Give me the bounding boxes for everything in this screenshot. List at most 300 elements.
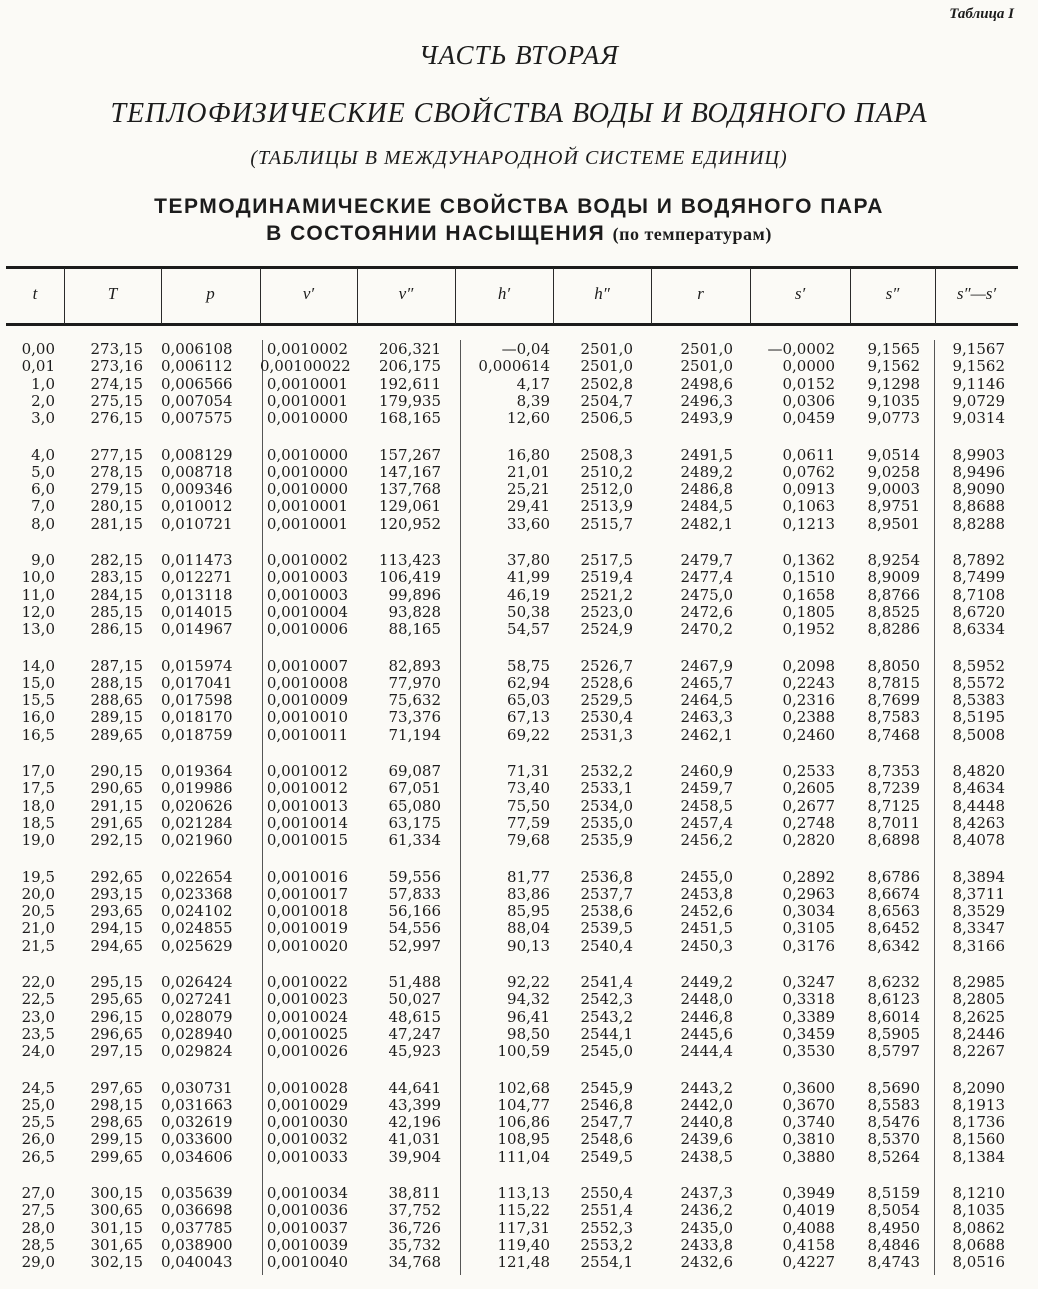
table-cell: 0,0152 [782,374,835,393]
table-cell: 0,006112 [161,357,233,376]
table-cell: 46,19 [507,585,550,604]
table-row [0,1114,1038,1131]
table-cell: 0,025629 [161,936,233,955]
table-cell: 8,8050 [867,656,920,675]
table-cell: 121,48 [497,1253,550,1272]
table-cell: 2489,2 [680,462,733,481]
table-cell: 2482,1 [680,514,733,533]
table-cell: 2532,2 [580,762,633,780]
table-cell: 0,034606 [161,1147,233,1166]
table-row [0,974,1038,991]
table-cell: 71,31 [507,762,550,780]
table-cell: 0,4227 [782,1253,835,1272]
table-cell: 65,080 [388,796,441,815]
table-cell: 8,7499 [952,568,1005,587]
table-cell: 0,3318 [782,990,835,1009]
table-cell: 69,087 [388,762,441,780]
table-row [0,991,1038,1008]
table-cell: 27,5 [21,1201,55,1220]
table-cell: 0,3459 [782,1024,835,1043]
table-cell: 8,4078 [952,831,1005,850]
table-cell: 2457,4 [680,813,733,832]
table-cell: 2546,8 [580,1095,633,1114]
table-row [0,1237,1038,1254]
table-cell: 8,3166 [952,936,1005,955]
table-cell: 273,15 [90,340,143,358]
table-cell: 2548,6 [580,1130,633,1149]
table-cell: 2493,9 [680,409,733,428]
table-cell: 0,0010025 [266,1024,348,1043]
table-cell: 2534,0 [580,796,633,815]
table-cell: 2451,5 [680,919,733,938]
table-cell: 0,035639 [161,1184,233,1202]
table-cell: 8,39 [516,391,550,410]
table-cell: 43,399 [388,1095,441,1114]
table-cell: 27,0 [21,1184,55,1202]
table-cell: 273,16 [90,357,143,376]
table-cell: 0,023368 [161,884,233,903]
table-cell: 26,5 [21,1147,55,1166]
table-cell: 23,5 [21,1024,55,1043]
table-cell: 2502,8 [580,374,633,393]
table-cell: 25,5 [21,1113,55,1132]
table-cell: 0,038900 [161,1235,233,1254]
table-cell: 22,5 [21,990,55,1009]
table-cell: 0,1952 [782,620,835,639]
table-cell: 0,0010007 [266,656,348,675]
table-cell: 8,4263 [952,813,1005,832]
table-cell: 0,0010036 [266,1201,348,1220]
table-cell: 71,194 [388,725,441,744]
table-cell: 8,6674 [867,884,920,903]
table-cell: 0,0010022 [266,973,348,991]
table-cell: 20,0 [21,884,55,903]
table-cell: 0,2533 [782,762,835,780]
table-cell: 3,0 [31,409,55,428]
table-cell: 96,41 [507,1007,550,1026]
table-cell: 8,6452 [867,919,920,938]
table-row [0,1080,1038,1097]
table-row [0,358,1038,375]
table-cell: 8,4820 [952,762,1005,780]
table-row [0,1254,1038,1271]
table-row [0,481,1038,498]
table-cell: 294,65 [90,936,143,955]
table-cell: 8,5383 [952,691,1005,710]
table-cell: 69,22 [507,725,550,744]
table-cell: 0,0010002 [266,551,348,569]
table-cell: 117,31 [497,1218,550,1237]
table-cell: 8,4743 [867,1253,920,1272]
table-cell: 24,5 [21,1078,55,1097]
table-cell: 2448,0 [680,990,733,1009]
table-cell: 37,752 [388,1201,441,1220]
table-cell: 2459,7 [680,779,733,798]
table-cell: 2545,9 [580,1078,633,1097]
table-cell: 274,15 [90,374,143,393]
table-cell: 0,0010003 [266,585,348,604]
table-row [0,569,1038,586]
table-row [0,903,1038,920]
table-cell: 8,9501 [867,514,920,533]
table-cell: 297,65 [90,1078,143,1097]
table-cell: 38,811 [388,1184,441,1202]
table-cell: 288,15 [90,673,143,692]
table-cell: 10,0 [21,568,55,587]
table-cell: 2517,5 [580,551,633,569]
table-cell: 8,8525 [867,602,920,621]
table-cell: 0,01 [21,357,55,376]
table-cell: 0,0010032 [266,1130,348,1149]
table-cell: 15,0 [21,673,55,692]
table-cell: 280,15 [90,497,143,516]
table-cell: 0,010721 [161,514,233,533]
table-cell: 8,9090 [952,480,1005,499]
table-row [0,1009,1038,1026]
table-cell: 0,028940 [161,1024,233,1043]
table-cell: 8,1035 [952,1201,1005,1220]
table-cell: 8,7108 [952,585,1005,604]
table-cell: 8,6342 [867,936,920,955]
table-cell: 77,970 [388,673,441,692]
table-row [0,604,1038,621]
table-row [0,1043,1038,1060]
table-row [0,393,1038,410]
table-cell: 0,3034 [782,902,835,921]
table-cell: 8,0862 [952,1218,1005,1237]
table-cell: 2455,0 [680,867,733,886]
table-cell: 21,0 [21,919,55,938]
table-cell: 28,0 [21,1218,55,1237]
table-cell: 28,5 [21,1235,55,1254]
table-cell: 2501,0 [580,340,633,358]
table-row [0,886,1038,903]
table-cell: 8,6123 [867,990,920,1009]
table-row [0,920,1038,937]
table-cell: 2540,4 [580,936,633,955]
table-cell: 287,15 [90,656,143,675]
table-cell: 292,15 [90,831,143,850]
table-cell: 179,935 [378,391,441,410]
table-row [0,780,1038,797]
table-cell: 0,0010000 [266,462,348,481]
table-cell: 58,75 [507,656,550,675]
table-cell: 0,0010002 [266,340,348,358]
table-row [0,1202,1038,1219]
table-cell: 0,0010023 [266,990,348,1009]
table-title [0,193,1038,248]
table-cell: 56,166 [388,902,441,921]
table-cell: 0,006566 [161,374,233,393]
table-row [0,1026,1038,1043]
table-cell: 42,196 [388,1113,441,1132]
table-cell: 73,376 [388,708,441,727]
table-cell: 2501,0 [680,340,733,358]
table-cell: 0,0010015 [266,831,348,850]
table-cell: 106,419 [378,568,441,587]
table-cell: 52,997 [388,936,441,955]
table-cell: 2524,9 [580,620,633,639]
table-cell: 0,2460 [782,725,835,744]
table-cell: 0,018170 [161,708,233,727]
table-cell: 0,0010000 [266,480,348,499]
table-cell: 8,2446 [952,1024,1005,1043]
table-cell: 2521,2 [580,585,633,604]
table-cell: 0,0010004 [266,602,348,621]
table-cell: 8,5572 [952,673,1005,692]
table-cell: 300,15 [90,1184,143,1202]
table-cell: 0,028079 [161,1007,233,1026]
table-cell: 7,0 [31,497,55,516]
table-cell: 50,38 [507,602,550,621]
table-cell: 2462,1 [680,725,733,744]
table-cell: 67,13 [507,708,550,727]
table-cell: 2470,2 [680,620,733,639]
table-cell: 8,3529 [952,902,1005,921]
table-row [0,675,1038,692]
table-cell: 2554,1 [580,1253,633,1272]
table-cell: 24,0 [21,1042,55,1061]
table-cell: 0,0010034 [266,1184,348,1202]
table-cell: 0,021960 [161,831,233,850]
table-cell: 137,768 [378,480,441,499]
table-cell: 0,014967 [161,620,233,639]
table-cell: 0,0010014 [266,813,348,832]
table-cell: 102,68 [497,1078,550,1097]
table-cell: 2513,9 [580,497,633,516]
table-cell: 2537,7 [580,884,633,903]
table-cell: 0,0010006 [266,620,348,639]
table-cell: 73,40 [507,779,550,798]
table-cell: 2508,3 [580,445,633,464]
table-cell: 8,7892 [952,551,1005,569]
table-cell: 8,5583 [867,1095,920,1114]
table-cell: 9,0258 [867,462,920,481]
table-cell: 8,5905 [867,1024,920,1043]
table-cell: 286,15 [90,620,143,639]
table-cell: 8,1384 [952,1147,1005,1166]
table-cell: 298,65 [90,1113,143,1132]
table-cell: 2504,7 [580,391,633,410]
table-cell: 0,0010040 [266,1253,348,1272]
table-cell: 77,59 [507,813,550,832]
table-cell: 0,019986 [161,779,233,798]
table-row [0,763,1038,780]
table-row [0,516,1038,533]
table-cell: 8,5370 [867,1130,920,1149]
table-cell: 11,0 [21,585,55,604]
table-cell: 2446,8 [680,1007,733,1026]
table-cell: 8,7699 [867,691,920,710]
table-cell: 8,5952 [952,656,1005,675]
table-row [0,938,1038,955]
table-cell: 0,0010019 [266,919,348,938]
table-cell: 13,0 [21,620,55,639]
table-cell: 0,029824 [161,1042,233,1061]
table-cell: 75,632 [388,691,441,710]
table-cell: 8,6232 [867,973,920,991]
table-cell: 8,7353 [867,762,920,780]
table-cell: 2453,8 [680,884,733,903]
table-cell: 0,0010012 [266,762,348,780]
table-cell: 83,86 [507,884,550,903]
table-cell: 0,009346 [161,480,233,499]
table-cell: 8,3711 [952,884,1005,903]
table-cell: 113,423 [378,551,441,569]
table-cell: 8,9903 [952,445,1005,464]
table-cell: 9,1565 [867,340,920,358]
table-cell: 8,9009 [867,568,920,587]
table-row [0,447,1038,464]
table-cell: 9,1562 [952,357,1005,376]
table-cell: 0,006108 [161,340,233,358]
table-cell: 12,0 [21,602,55,621]
table-cell: 8,0 [31,514,55,533]
table-cell: 2526,7 [580,656,633,675]
table-cell: 277,15 [90,445,143,464]
table-cell: 25,21 [507,480,550,499]
table-cell: 0,00 [21,340,55,358]
table-cell: 16,80 [507,445,550,464]
table-cell: 0,031663 [161,1095,233,1114]
table-cell: 9,1567 [952,340,1005,358]
table-cell: 65,03 [507,691,550,710]
table-cell: 0,3105 [782,919,835,938]
table-cell: 2515,7 [580,514,633,533]
table-cell: 0,0762 [782,462,835,481]
table-cell: 92,22 [507,973,550,991]
table-cell: 88,04 [507,919,550,938]
table-cell: 2552,3 [580,1218,633,1237]
table-cell: 33,60 [507,514,550,533]
table-cell: 48,615 [388,1007,441,1026]
table-cell: 0,4158 [782,1235,835,1254]
table-cell: 2543,2 [580,1007,633,1026]
table-cell: 192,611 [378,374,441,393]
table-cell: 88,165 [388,620,441,639]
table-cell: 2538,6 [580,902,633,921]
table-cell: 8,4448 [952,796,1005,815]
table-cell: 0,3247 [782,973,835,991]
table-cell: 2530,4 [580,708,633,727]
table-cell: 2547,7 [580,1113,633,1132]
table-cell: 0,0306 [782,391,835,410]
table-cell: 0,033600 [161,1130,233,1149]
table-row [0,341,1038,358]
table-cell: 0,0010033 [266,1147,348,1166]
table-cell: 206,175 [378,357,441,376]
table-cell: 50,027 [388,990,441,1009]
table-cell: 2510,2 [580,462,633,481]
table-cell: 23,0 [21,1007,55,1026]
table-title-line2-main: В СОСТОЯНИИ НАСЫЩЕНИЯ [266,222,606,245]
table-cell: 275,15 [90,391,143,410]
table-cell: 2506,5 [580,409,633,428]
table-cell: 2437,3 [680,1184,733,1202]
table-cell: 8,9254 [867,551,920,569]
table-cell: 0,024855 [161,919,233,938]
table-cell: 0,1510 [782,568,835,587]
table-cell: 20,5 [21,902,55,921]
table-cell: 51,488 [388,973,441,991]
table-cell: 2435,0 [680,1218,733,1237]
table-cell: 2549,5 [580,1147,633,1166]
table-cell: 0,0010001 [266,391,348,410]
table-row [0,832,1038,849]
table-cell: 290,15 [90,762,143,780]
column-header: v″ [398,284,414,303]
table-cell: 0,3176 [782,936,835,955]
table-cell: 37,80 [507,551,550,569]
table-cell: 108,95 [497,1130,550,1149]
table-cell: 147,167 [378,462,441,481]
table-cell: 297,15 [90,1042,143,1061]
column-header: r [697,284,704,303]
table-cell: 8,5054 [867,1201,920,1220]
table-cell: 2498,6 [680,374,733,393]
table-cell: 8,2985 [952,973,1005,991]
table-cell: 106,86 [497,1113,550,1132]
table-cell: 4,17 [516,374,550,393]
table-cell: 2477,4 [680,568,733,587]
table-cell: 59,556 [388,867,441,886]
table-cell: 8,7125 [867,796,920,815]
table-cell: 9,0003 [867,480,920,499]
column-header: s″ [885,284,900,303]
table-cell: 120,952 [378,514,441,533]
table-cell: 8,1210 [952,1184,1005,1202]
table-cell: 0,00100022 [260,357,351,376]
table-cell: 29,0 [21,1253,55,1272]
table-cell: 9,0729 [952,391,1005,410]
table-title-note: (по температурам) [612,224,772,244]
table-cell: 301,65 [90,1235,143,1254]
table-cell: 0,040043 [161,1253,233,1272]
table-cell: 119,40 [497,1235,550,1254]
table-cell: 295,65 [90,990,143,1009]
table-cell: 45,923 [388,1042,441,1061]
table-cell: 0,0010039 [266,1235,348,1254]
table-cell: 0,3530 [782,1042,835,1061]
table-cell: 0,0010026 [266,1042,348,1061]
table-cell: 294,15 [90,919,143,938]
table-cell: 8,5264 [867,1147,920,1166]
table-cell: 8,2625 [952,1007,1005,1026]
table-cell: 295,15 [90,973,143,991]
table-cell: 9,1146 [952,374,1005,393]
table-cell: 2542,3 [580,990,633,1009]
table-cell: 8,1913 [952,1095,1005,1114]
table-row [0,587,1038,604]
table-cell: 25,0 [21,1095,55,1114]
table-cell: —0,04 [501,340,550,358]
table-cell: 19,5 [21,867,55,886]
table-cell: 157,267 [378,445,441,464]
table-cell: 284,15 [90,585,143,604]
table-cell: 0,008718 [161,462,233,481]
table-cell: 2450,3 [680,936,733,955]
table-cell: 0,2098 [782,656,835,675]
table-cell: 0,019364 [161,762,233,780]
table-row [0,1097,1038,1114]
table-cell: 8,6014 [867,1007,920,1026]
table-cell: 0,0010000 [266,409,348,428]
table-cell: 0,0010029 [266,1095,348,1114]
table-cell: 296,65 [90,1024,143,1043]
table-cell: 0,007575 [161,409,233,428]
table-row [0,498,1038,515]
table-row [0,798,1038,815]
